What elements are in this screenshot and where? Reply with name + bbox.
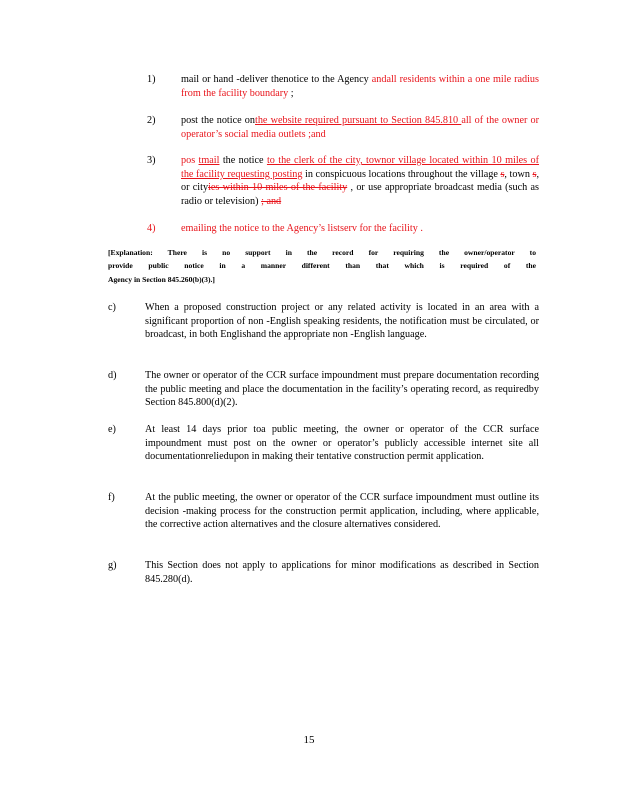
item-text: , or cit (181, 168, 540, 194)
item-text: in conspicuous locations throughout the village (302, 168, 501, 180)
deleted-text: ; and (261, 195, 282, 207)
explanation-line: Agency in Section 845.260(b)(3).] (108, 274, 215, 284)
item-number: 4) (147, 223, 156, 234)
item-text: y (202, 182, 209, 194)
inserted-text: andall residents within a one mile radius from the facility boundary (181, 74, 539, 99)
item-text: , or use appropriate broadcast media (such as radio or television) (181, 182, 539, 207)
list-item (181, 154, 539, 208)
list-item (181, 73, 539, 100)
explanation-line: [Explanation: There is no support in the record for requiring the owner/operator to (108, 248, 536, 257)
item-number: 2) (147, 115, 156, 126)
inserted-text: tmail (198, 155, 220, 166)
list-item (181, 222, 539, 236)
paragraph: This Section does not apply to applications for minor modifications as described in Section 845.280(d). (145, 560, 539, 585)
deleted-text: ies within 10 miles of the facility (208, 182, 348, 194)
explanation-note (108, 246, 536, 286)
item-text: ; (288, 87, 294, 99)
inserted-text: emailing the notice to the Agency’s listserv for the facility . (181, 223, 423, 234)
item-text: mail or hand -deliver thenotice to the Agency (181, 74, 372, 85)
inserted-text: all of the owner or operator’s social media outlets ;and (181, 115, 540, 140)
inserted-text: to the clerk of the city, townor village located within 10 miles of the facility requesting posting (181, 155, 540, 180)
paragraph: When a proposed construction project or any related activity is located in an area with a significant proportion of non -English speaking residents, the notification must be circulated, or broadcast, in both Englishand the appropriate non -English language. (145, 302, 539, 341)
paragraph-label: c) (108, 302, 116, 313)
paragraph-label: f) (108, 492, 115, 503)
paragraph: At least 14 days prior toa public meeting, the owner or operator of the CCR surface impoundment must post on the owner or operator’s publicly accessible internet site all documentationreliedupon in making their tentative construction permit application. (145, 424, 539, 463)
paragraph: The owner or operator of the CCR surface impoundment must prepare documentation recording the public meeting and place the documentation in the facility’s operating record, as requiredby Section 845.800(d)(2). (145, 370, 539, 409)
inserted-text: pos (181, 155, 199, 166)
paragraph-label: g) (108, 560, 117, 571)
paragraph-label: e) (108, 424, 116, 435)
item-text: the notice (219, 155, 267, 166)
paragraph: At the public meeting, the owner or operator of the CCR surface impoundment must outline its decision -making process for the construction permit application, including, where applicable, the corrective action alternatives and the closure alternatives considered. (145, 492, 539, 531)
item-number: 3) (147, 155, 156, 166)
page-number: 15 (303, 734, 315, 746)
item-text: post the notice on (181, 115, 255, 126)
deleted-text: s (500, 168, 505, 180)
paragraph-label: d) (108, 370, 117, 381)
deleted-text: s (532, 168, 537, 180)
item-text: , town (504, 168, 533, 180)
item-number: 1) (147, 74, 156, 85)
list-item (181, 114, 539, 141)
explanation-line: provide public notice in a manner different than that which is required of the (108, 261, 536, 271)
inserted-text: the website required pursuant to Section 845.810 (255, 115, 462, 126)
